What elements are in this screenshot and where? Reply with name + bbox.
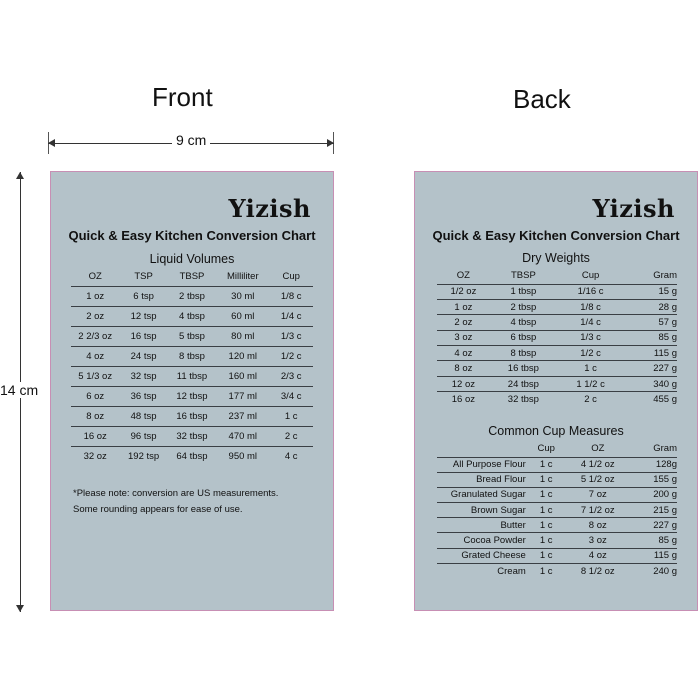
table-cell: 192 tsp xyxy=(119,446,167,466)
table-cell: 36 tsp xyxy=(119,386,167,406)
back-card-title: Quick & Easy Kitchen Conversion Chart xyxy=(432,228,680,243)
table-cell: 8 oz xyxy=(437,361,490,376)
column-header: TBSP xyxy=(179,270,205,282)
table-cell: 4 tbsp xyxy=(168,306,216,326)
table-cell: 2 c xyxy=(557,392,624,407)
table-cell: 1/2 c xyxy=(557,346,624,361)
table-cell: 15 g xyxy=(624,284,677,299)
table-cell: 227 g xyxy=(629,518,677,533)
column-header: Cup xyxy=(282,270,300,282)
table-cell: 950 ml xyxy=(216,446,269,466)
table-cell: 6 tsp xyxy=(119,286,167,306)
table-cell: 12 tbsp xyxy=(168,386,216,406)
table-row xyxy=(437,503,677,518)
front-card xyxy=(50,171,334,611)
table-cell: 12 tsp xyxy=(119,306,167,326)
table-cell: 96 tsp xyxy=(119,426,167,446)
table-cell: 5 1/2 oz xyxy=(567,472,629,487)
table-row xyxy=(71,426,313,446)
table-row xyxy=(71,366,313,386)
table-cell: 3/4 c xyxy=(269,386,313,406)
table-cell: 16 tbsp xyxy=(168,406,216,426)
table-cell: 120 ml xyxy=(216,346,269,366)
table-cell: 2 tbsp xyxy=(168,286,216,306)
column-header: OZ xyxy=(456,269,470,281)
liquid-volumes-table xyxy=(71,267,313,466)
table-row xyxy=(71,326,313,346)
table-header-row xyxy=(71,267,313,286)
table-cell: 1 c xyxy=(526,518,567,533)
table-row xyxy=(437,533,677,548)
table-header-row xyxy=(437,440,677,457)
table-cell: 6 oz xyxy=(71,386,119,406)
table-cell: 1/2 oz xyxy=(437,284,490,299)
table-row xyxy=(71,286,313,306)
table-cell: 470 ml xyxy=(216,426,269,446)
table-cell: 32 oz xyxy=(71,446,119,466)
table-cell: 237 ml xyxy=(216,406,269,426)
table-cell: 1 c xyxy=(526,487,567,502)
table-cell: 1 oz xyxy=(71,286,119,306)
table-cell: 200 g xyxy=(629,487,677,502)
rounding-note: Some rounding appears for ease of use. xyxy=(73,504,243,515)
table-cell: 60 ml xyxy=(216,306,269,326)
back-heading: Back xyxy=(513,84,571,114)
table-cell: 1/3 c xyxy=(269,326,313,346)
table-cell: 215 g xyxy=(629,503,677,518)
table-cell: 5 tbsp xyxy=(168,326,216,346)
table-cell: 115 g xyxy=(629,548,677,563)
table-cell: Cream xyxy=(437,563,526,578)
table-cell: 2/3 c xyxy=(269,366,313,386)
table-row xyxy=(437,346,677,361)
table-row xyxy=(437,361,677,376)
table-cell: 32 tbsp xyxy=(490,392,557,407)
table-cell: Brown Sugar xyxy=(437,503,526,518)
dry-weights-heading: Dry Weights xyxy=(522,251,590,265)
table-row xyxy=(71,306,313,326)
table-cell: 177 ml xyxy=(216,386,269,406)
table-cell: 12 oz xyxy=(437,376,490,391)
table-cell: 8 tbsp xyxy=(168,346,216,366)
table-row xyxy=(437,472,677,487)
table-cell: 4 oz xyxy=(71,346,119,366)
table-cell: Granulated Sugar xyxy=(437,487,526,502)
column-header: TBSP xyxy=(510,269,536,281)
table-cell: 1 c xyxy=(557,361,624,376)
table-cell: 1 tbsp xyxy=(490,284,557,299)
table-cell: 1 c xyxy=(526,472,567,487)
table-row xyxy=(71,386,313,406)
table-row xyxy=(437,548,677,563)
table-cell: 340 g xyxy=(624,376,677,391)
table-row xyxy=(437,330,677,345)
table-cell: 1 c xyxy=(526,533,567,548)
table-cell: 128g xyxy=(629,457,677,472)
table-cell: Bread Flour xyxy=(437,472,526,487)
table-cell: 455 g xyxy=(624,392,677,407)
table-cell: 3 oz xyxy=(567,533,629,548)
table-cell: 7 oz xyxy=(567,487,629,502)
table-cell: 80 ml xyxy=(216,326,269,346)
table-cell: 8 tbsp xyxy=(490,346,557,361)
measurement-note: *Please note: conversion are US measurements. xyxy=(73,488,279,499)
common-cup-measures-heading: Common Cup Measures xyxy=(488,424,624,438)
table-cell: 24 tsp xyxy=(119,346,167,366)
table-cell: 227 g xyxy=(624,361,677,376)
table-cell: 16 tbsp xyxy=(490,361,557,376)
common-cup-measures-table xyxy=(437,440,677,579)
table-row xyxy=(437,457,677,472)
table-cell: Butter xyxy=(437,518,526,533)
table-row xyxy=(437,284,677,299)
table-cell: 1 1/2 c xyxy=(557,376,624,391)
table-row xyxy=(71,406,313,426)
table-cell: 4 oz xyxy=(437,346,490,361)
table-cell: 160 ml xyxy=(216,366,269,386)
table-cell: 240 g xyxy=(629,563,677,578)
column-header: Cup xyxy=(581,269,600,281)
table-cell: Cocoa Powder xyxy=(437,533,526,548)
table-cell: 64 tbsp xyxy=(168,446,216,466)
table-cell: 4 1/2 oz xyxy=(567,457,629,472)
front-heading: Front xyxy=(152,82,213,112)
table-cell: 1/16 c xyxy=(557,284,624,299)
table-row xyxy=(437,563,677,578)
table-row xyxy=(437,392,677,407)
table-cell: 16 oz xyxy=(71,426,119,446)
table-cell: 3 oz xyxy=(437,330,490,345)
back-brand-logo: Yizish xyxy=(592,194,675,223)
table-cell: 1 oz xyxy=(437,299,490,314)
table-cell: 85 g xyxy=(624,330,677,345)
table-cell: 2 tbsp xyxy=(490,299,557,314)
table-cell: 8 oz xyxy=(71,406,119,426)
table-cell: 24 tbsp xyxy=(490,376,557,391)
table-cell: 1/4 c xyxy=(557,315,624,330)
table-cell: 2 c xyxy=(269,426,313,446)
table-cell: 28 g xyxy=(624,299,677,314)
table-cell: 16 tsp xyxy=(119,326,167,346)
table-cell: 1 c xyxy=(526,548,567,563)
column-header: OZ xyxy=(88,270,102,282)
table-cell: 57 g xyxy=(624,315,677,330)
column-header: Milliliter xyxy=(226,270,259,282)
table-cell: 30 ml xyxy=(216,286,269,306)
table-cell: 155 g xyxy=(629,472,677,487)
table-cell: Grated Cheese xyxy=(437,548,526,563)
column-header: Gram xyxy=(653,442,677,454)
table-cell: 16 oz xyxy=(437,392,490,407)
table-cell: 1/8 c xyxy=(557,299,624,314)
table-cell: 1 c xyxy=(269,406,313,426)
column-header: Cup xyxy=(537,442,555,454)
table-cell: 4 oz xyxy=(567,548,629,563)
table-cell: 115 g xyxy=(624,346,677,361)
table-cell: 32 tsp xyxy=(119,366,167,386)
table-row xyxy=(71,446,313,466)
table-row xyxy=(437,315,677,330)
front-brand-logo: Yizish xyxy=(228,194,311,223)
column-header: OZ xyxy=(591,442,605,454)
table-cell: 11 tbsp xyxy=(168,366,216,386)
back-card xyxy=(414,171,698,611)
table-row xyxy=(437,518,677,533)
height-dimension-label: 14 cm xyxy=(0,382,39,398)
table-cell: 1/2 c xyxy=(269,346,313,366)
width-dimension-label: 9 cm xyxy=(172,132,210,148)
table-cell: 8 1/2 oz xyxy=(567,563,629,578)
table-cell: 5 1/3 oz xyxy=(71,366,119,386)
table-cell: 1/3 c xyxy=(557,330,624,345)
table-cell: 85 g xyxy=(629,533,677,548)
table-cell: 1 c xyxy=(526,457,567,472)
table-cell: 2 oz xyxy=(437,315,490,330)
table-cell: 4 c xyxy=(269,446,313,466)
table-row xyxy=(437,299,677,314)
table-header-row xyxy=(437,267,677,284)
column-header: TSP xyxy=(134,270,153,282)
table-cell: 1 c xyxy=(526,503,567,518)
table-row xyxy=(437,487,677,502)
table-cell: 4 tbsp xyxy=(490,315,557,330)
liquid-volumes-heading: Liquid Volumes xyxy=(149,252,235,266)
table-cell: All Purpose Flour xyxy=(437,457,526,472)
table-cell: 1/8 c xyxy=(269,286,313,306)
column-header xyxy=(437,440,526,457)
dry-weights-table xyxy=(437,267,677,407)
table-cell: 7 1/2 oz xyxy=(567,503,629,518)
table-cell: 2 oz xyxy=(71,306,119,326)
table-cell: 48 tsp xyxy=(119,406,167,426)
table-cell: 6 tbsp xyxy=(490,330,557,345)
column-header: Gram xyxy=(653,269,677,281)
table-cell: 1 c xyxy=(526,563,567,578)
table-row xyxy=(437,376,677,391)
table-row xyxy=(71,346,313,366)
table-cell: 8 oz xyxy=(567,518,629,533)
table-cell: 2 2/3 oz xyxy=(71,326,119,346)
front-card-title: Quick & Easy Kitchen Conversion Chart xyxy=(68,228,316,243)
table-cell: 32 tbsp xyxy=(168,426,216,446)
table-cell: 1/4 c xyxy=(269,306,313,326)
